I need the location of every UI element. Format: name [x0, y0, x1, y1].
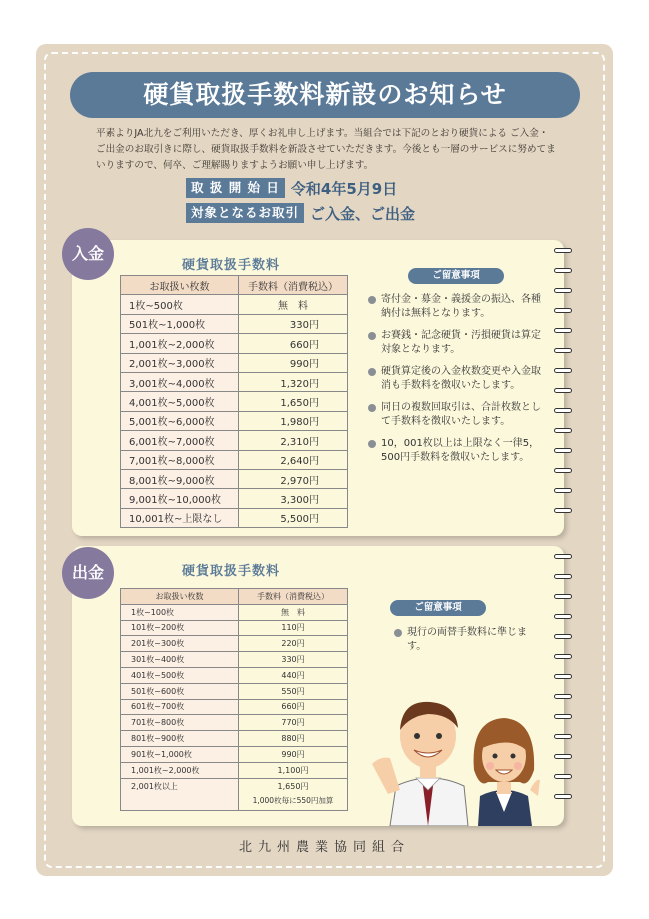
fee-cell: 1,980円 — [239, 411, 348, 430]
list-item: 現行の両替手数料に準じます。 — [394, 626, 529, 653]
fee-cell: 990円 — [239, 746, 348, 762]
fee-cell — [239, 778, 348, 810]
count-range-cell: 4,001枚~5,000枚 — [121, 392, 239, 411]
count-range-cell: 3,001枚~4,000枚 — [121, 372, 239, 391]
table-row — [121, 652, 348, 668]
count-range-cell: 1枚~500枚 — [121, 295, 239, 314]
table-row — [121, 715, 348, 731]
count-range-cell: 1,001枚~2,000枚 — [121, 334, 239, 353]
list-item: 硬貨算定後の入金枚数変更や入金取消も手数料を徴収いたします。 — [368, 365, 548, 392]
deposit-notes-title: ご留意事項 — [408, 268, 504, 284]
fee-cell: 無 料 — [239, 295, 348, 314]
fee-cell: 無 料 — [239, 604, 348, 620]
fee-cell: 1,650円 — [239, 392, 348, 411]
count-range-cell: 401枚~500枚 — [121, 667, 239, 683]
count-range-cell: 801枚~900枚 — [121, 731, 239, 747]
fee-cell: 440円 — [239, 667, 348, 683]
count-range-cell: 501枚~1,000枚 — [121, 314, 239, 333]
fee-cell: 2,640円 — [239, 450, 348, 469]
fee-cell: 660円 — [239, 334, 348, 353]
fee-cell: 990円 — [239, 353, 348, 372]
table-row — [121, 508, 348, 527]
count-range-cell: 101枚~200枚 — [121, 620, 239, 636]
fee-cell: 770円 — [239, 715, 348, 731]
count-range-cell: 301枚~400枚 — [121, 652, 239, 668]
fee-cell: 330円 — [239, 314, 348, 333]
list-item: 寄付金・募金・義援金の振込、各種納付は無料となります。 — [368, 293, 548, 320]
fee-cell: 1,320円 — [239, 372, 348, 391]
fee-cell: 1,100円 — [239, 762, 348, 778]
fee-cell: 550円 — [239, 683, 348, 699]
table-row — [121, 372, 348, 391]
table-row — [121, 699, 348, 715]
deposit-notes-list — [368, 293, 548, 473]
table-row — [121, 334, 348, 353]
target-transaction-row — [186, 203, 415, 223]
staff-illustration — [370, 678, 540, 826]
count-range-cell: 201枚~300枚 — [121, 636, 239, 652]
deposit-fee-table — [120, 275, 348, 528]
deposit-tag: 入金 — [62, 228, 114, 280]
column-header: お取扱い枚数 — [121, 589, 239, 605]
fee-cell: 660円 — [239, 699, 348, 715]
fee-cell: 330円 — [239, 652, 348, 668]
withdrawal-notes-list — [394, 626, 529, 662]
column-header: 手数料（消費税込） — [239, 276, 348, 295]
table-row — [121, 353, 348, 372]
table-row — [121, 683, 348, 699]
column-header: お取扱い枚数 — [121, 276, 239, 295]
count-range-cell: 1枚~100枚 — [121, 604, 239, 620]
fee-value: 1,650円 — [277, 781, 309, 791]
start-date-row — [186, 178, 397, 198]
fee-note: 1,000枚毎に550円加算 — [252, 795, 334, 805]
count-range-cell: 1,001枚~2,000枚 — [121, 762, 239, 778]
table-row — [121, 620, 348, 636]
table-row — [121, 604, 348, 620]
table-row — [121, 762, 348, 778]
fee-cell: 2,970円 — [239, 469, 348, 488]
count-range-cell: 901枚~1,000枚 — [121, 746, 239, 762]
count-range-cell: 9,001枚~10,000枚 — [121, 489, 239, 508]
count-range-cell: 501枚~600枚 — [121, 683, 239, 699]
count-range-cell: 10,001枚~上限なし — [121, 508, 239, 527]
fee-cell: 110円 — [239, 620, 348, 636]
start-date-value: 令和4年5月9日 — [290, 179, 398, 198]
table-row — [121, 731, 348, 747]
withdrawal-fee-table — [120, 588, 348, 811]
table-row — [121, 411, 348, 430]
table-row — [121, 431, 348, 450]
table-row — [121, 450, 348, 469]
count-range-cell: 601枚~700枚 — [121, 699, 239, 715]
table-row — [121, 636, 348, 652]
withdrawal-table-title: 硬貨取扱手数料 — [182, 564, 281, 579]
start-date-label: 取 扱 開 始 日 — [186, 178, 285, 198]
footer-organization: 北九州農業協同組合 — [238, 840, 410, 855]
count-range-cell: 701枚~800枚 — [121, 715, 239, 731]
table-row — [121, 295, 348, 314]
fee-cell: 220円 — [239, 636, 348, 652]
withdrawal-notes-title: ご留意事項 — [390, 600, 486, 616]
table-row — [121, 667, 348, 683]
table-row — [121, 392, 348, 411]
table-row — [121, 469, 348, 488]
list-item: 同日の複数回取引は、合計枚数として手数料を徴収いたします。 — [368, 401, 548, 428]
count-range-cell: 6,001枚~7,000枚 — [121, 431, 239, 450]
count-range-cell: 2,001枚以上 — [121, 778, 239, 810]
count-range-cell: 7,001枚~8,000枚 — [121, 450, 239, 469]
fee-cell: 3,300円 — [239, 489, 348, 508]
intro-text: 平素よりJA北九をご利用いただき、厚くお礼申し上げます。当組合では下記のとおり硬貨による ご入金・ご出金のお取引きに際し、硬貨取扱手数料を新設させていただきます。今後とも一層のサービスに努めてまいりますので、何卒、ご理解賜りますようお願い申し上げます。 — [96, 128, 556, 171]
target-transaction-value: ご入金、ご出金 — [310, 204, 416, 223]
fee-cell: 5,500円 — [239, 508, 348, 527]
withdrawal-tag: 出金 — [62, 547, 114, 599]
table-row — [121, 778, 348, 810]
table-row — [121, 489, 348, 508]
deposit-table-title: 硬貨取扱手数料 — [182, 258, 281, 273]
count-range-cell: 5,001枚~6,000枚 — [121, 411, 239, 430]
page-title: 硬貨取扱手数料新設のお知らせ — [70, 72, 580, 118]
count-range-cell: 8,001枚~9,000枚 — [121, 469, 239, 488]
fee-cell: 2,310円 — [239, 431, 348, 450]
column-header: 手数料（消費税込） — [239, 589, 348, 605]
list-item: お賽銭・記念硬貨・汚損硬貨は算定対象となります。 — [368, 329, 548, 356]
fee-cell: 880円 — [239, 731, 348, 747]
count-range-cell: 2,001枚~3,000枚 — [121, 353, 239, 372]
target-transaction-label: 対象となるお取引 — [186, 203, 304, 223]
table-row — [121, 746, 348, 762]
table-row — [121, 314, 348, 333]
list-item: 10，001枚以上は上限なく一律5，500円手数料を徴収いたします。 — [368, 437, 548, 464]
